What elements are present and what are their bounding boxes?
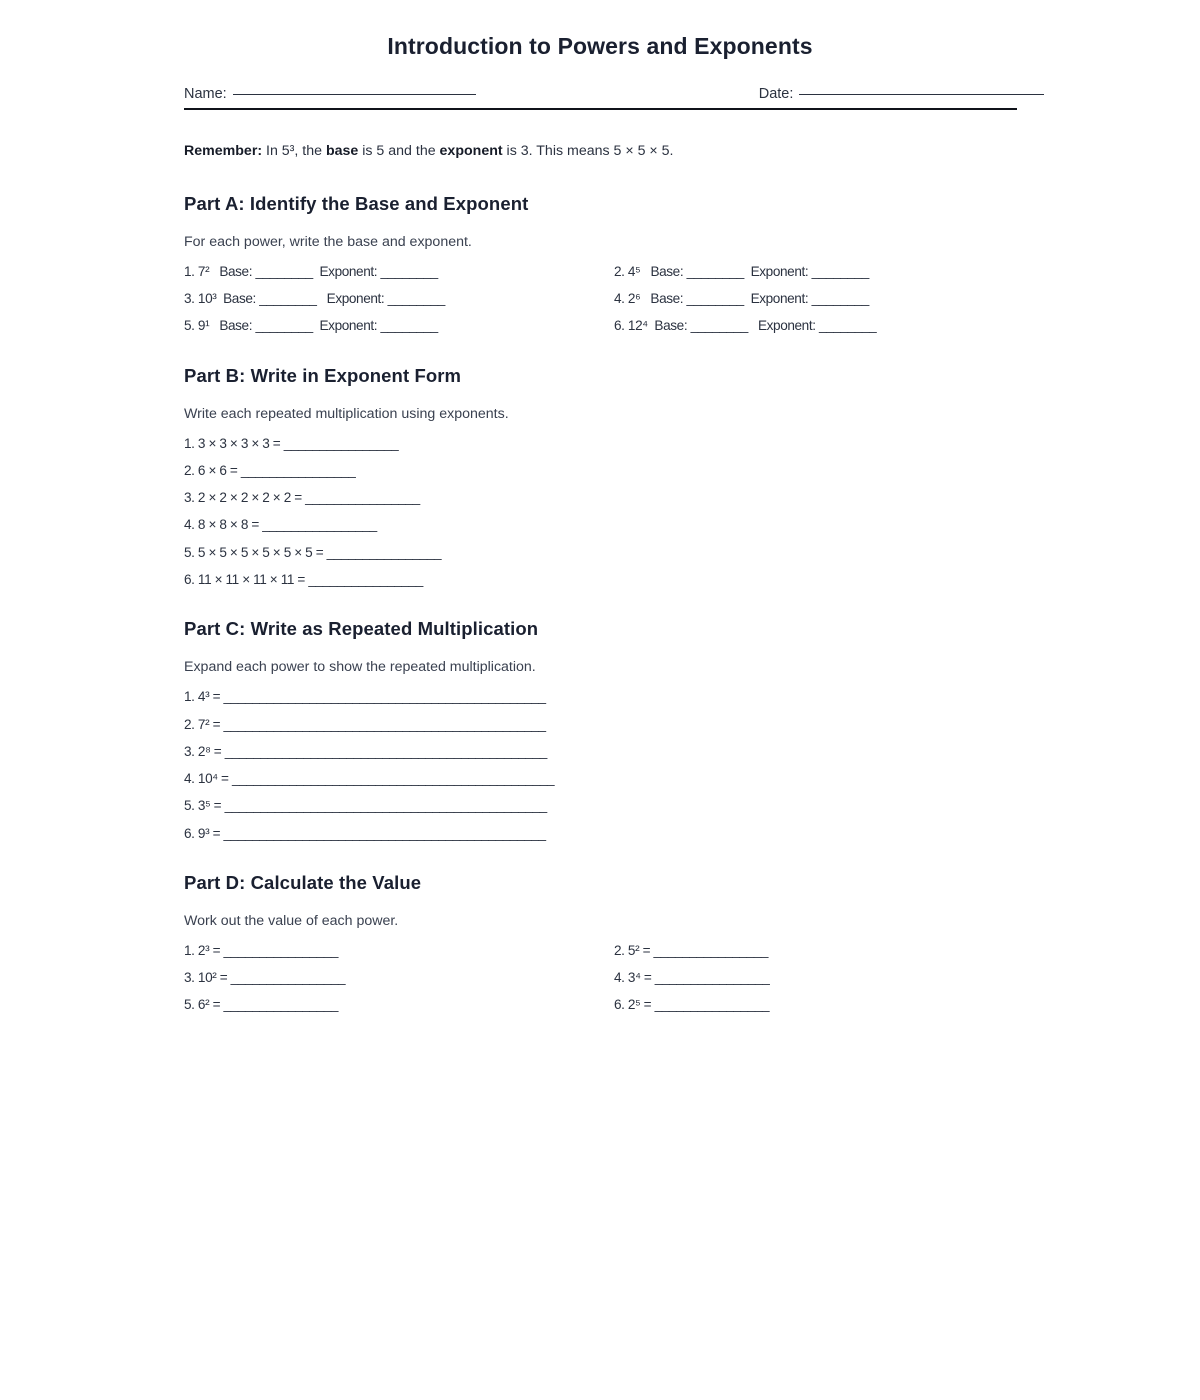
question-row[interactable]: 3. 10² = ________________ bbox=[184, 970, 346, 986]
remember-note bbox=[184, 142, 1016, 162]
part-d-intro: Work out the value of each power. bbox=[184, 912, 399, 929]
question-row[interactable]: 4. 2⁶ Base: ________ Exponent: ________ bbox=[614, 291, 869, 307]
question-row[interactable]: 4. 8 × 8 × 8 = ________________ bbox=[184, 517, 377, 533]
part-c-questions bbox=[184, 690, 1016, 841]
part-d-right-column bbox=[614, 944, 1014, 1013]
remember-text-3: is 3. This means 5 × 5 × 5. bbox=[502, 143, 674, 159]
question-row[interactable]: 4. 3⁴ = ________________ bbox=[614, 970, 770, 986]
question-row[interactable]: 6. 2⁵ = ________________ bbox=[614, 997, 770, 1013]
date-input-blank[interactable] bbox=[799, 93, 1044, 95]
question-row[interactable]: 5. 3⁵ = _____________________________________________ bbox=[184, 798, 547, 814]
part-b-intro: Write each repeated multiplication using exponents. bbox=[184, 405, 509, 422]
date-label: Date: bbox=[758, 86, 794, 102]
question-row[interactable]: 2. 5² = ________________ bbox=[614, 942, 769, 958]
remember-bold-base: base bbox=[325, 143, 359, 159]
part-d-questions bbox=[184, 944, 1016, 1013]
remember-lead: Remember: bbox=[184, 143, 263, 159]
question-row[interactable]: 3. 10³ Base: ________ Exponent: ________ bbox=[184, 291, 445, 307]
question-row[interactable]: 2. 4⁵ Base: ________ Exponent: ________ bbox=[614, 263, 869, 279]
part-c-intro: Expand each power to show the repeated multiplication. bbox=[184, 659, 536, 676]
question-row[interactable]: 2. 6 × 6 = ________________ bbox=[184, 462, 356, 478]
question-row[interactable]: 5. 9¹ Base: ________ Exponent: ________ bbox=[184, 318, 438, 334]
question-row[interactable]: 3. 2 × 2 × 2 × 2 × 2 = ________________ bbox=[184, 490, 420, 506]
part-a-questions bbox=[184, 265, 1016, 334]
name-input-blank[interactable] bbox=[233, 93, 476, 95]
part-a-heading: Part A: Identify the Base and Exponent bbox=[184, 192, 529, 214]
question-row[interactable]: 6. 12⁴ Base: ________ Exponent: ________ bbox=[614, 318, 877, 334]
part-b-heading: Part B: Write in Exponent Form bbox=[184, 364, 462, 386]
page-title: Introduction to Powers and Exponents bbox=[387, 33, 813, 59]
remember-text-1: In 5³, the bbox=[262, 143, 326, 159]
question-row[interactable]: 1. 2³ = ________________ bbox=[184, 942, 339, 958]
question-row[interactable]: 3. 2⁸ = _____________________________________________ bbox=[184, 743, 547, 759]
part-c-heading: Part C: Write as Repeated Multiplication bbox=[184, 618, 539, 640]
question-row[interactable]: 6. 11 × 11 × 11 × 11 = ________________ bbox=[184, 572, 423, 587]
question-row[interactable]: 1. 7² Base: ________ Exponent: ________ bbox=[184, 263, 438, 279]
header-divider bbox=[184, 108, 1017, 110]
question-row[interactable]: 5. 5 × 5 × 5 × 5 × 5 × 5 = ________________ bbox=[184, 544, 442, 560]
remember-text-2: is 5 and the bbox=[358, 143, 440, 159]
name-label: Name: bbox=[184, 86, 227, 102]
part-a-right-column bbox=[614, 265, 1014, 334]
part-b-questions bbox=[184, 437, 1016, 588]
question-row[interactable]: 6. 9³ = _____________________________________________ bbox=[184, 825, 546, 841]
question-row[interactable]: 1. 4³ = _____________________________________________ bbox=[184, 689, 546, 705]
part-d-heading: Part D: Calculate the Value bbox=[184, 871, 422, 893]
name-field-group bbox=[184, 86, 476, 102]
question-row[interactable]: 4. 10⁴ = _____________________________________________ bbox=[184, 771, 555, 787]
question-row[interactable]: 2. 7² = _____________________________________________ bbox=[184, 716, 546, 732]
question-row[interactable]: 5. 6² = ________________ bbox=[184, 997, 339, 1013]
part-d-left-column bbox=[184, 944, 614, 1013]
part-a-intro: For each power, write the base and exponent. bbox=[184, 233, 472, 250]
part-a-left-column bbox=[184, 265, 614, 334]
remember-bold-exponent: exponent bbox=[439, 143, 503, 159]
date-field-group bbox=[759, 86, 1045, 102]
name-date-row bbox=[184, 86, 1016, 102]
question-row[interactable]: 1. 3 × 3 × 3 × 3 = ________________ bbox=[184, 435, 399, 451]
